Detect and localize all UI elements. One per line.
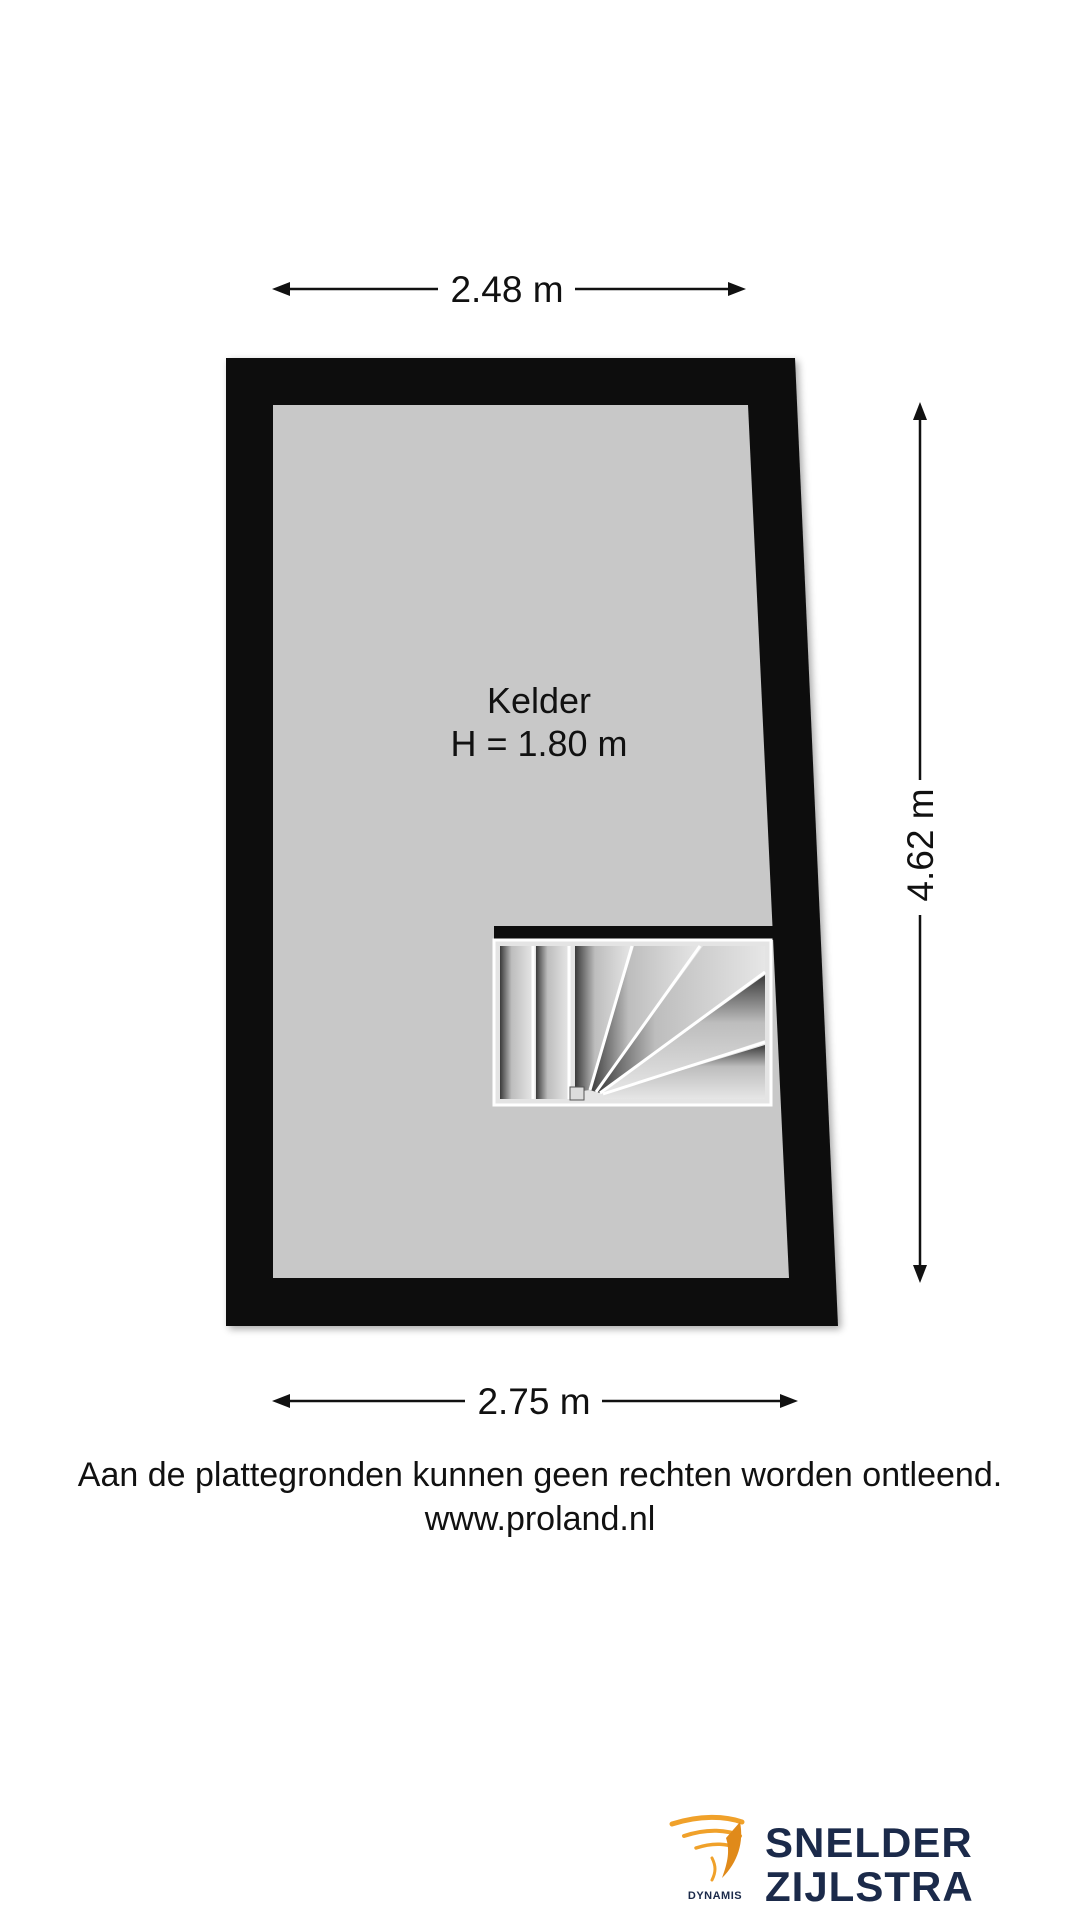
arrowhead-down: [913, 1265, 927, 1283]
stair-top-wall: [494, 926, 774, 940]
stair-step: [536, 946, 569, 1099]
room-floor: [273, 405, 789, 1278]
stair-step: [500, 946, 533, 1099]
arrowhead-up: [913, 402, 927, 420]
room-height: H = 1.80 m: [450, 723, 628, 764]
logo-sub-brand: DYNAMIS: [687, 1890, 743, 1902]
dimension-right-label: 4.62 m: [900, 788, 941, 902]
dimension-top-label: 2.48 m: [450, 269, 564, 310]
staircase: [494, 926, 774, 1105]
disclaimer-text: Aan de plattegronden kunnen geen rechten worden ontleend.: [77, 1456, 1003, 1494]
company-logo: [672, 1817, 974, 1910]
arrowhead-right: [728, 282, 746, 296]
dimension-bottom: [272, 1381, 798, 1422]
dimension-top: [272, 269, 746, 310]
arrowhead-left: [272, 282, 290, 296]
dimension-right: [900, 402, 941, 1283]
stair-newel-post: [570, 1087, 584, 1100]
dynamis-emblem-icon: [672, 1817, 742, 1880]
logo-brand-line1: SNELDER: [765, 1819, 973, 1866]
room-name: Kelder: [486, 680, 592, 721]
arrowhead-right: [780, 1394, 798, 1408]
dimension-bottom-label: 2.75 m: [477, 1381, 591, 1422]
logo-brand-line2: ZIJLSTRA: [765, 1863, 974, 1910]
website-link[interactable]: www.proland.nl: [424, 1500, 656, 1538]
arrowhead-left: [272, 1394, 290, 1408]
walls: [226, 358, 838, 1326]
stair-steps: [500, 946, 765, 1100]
